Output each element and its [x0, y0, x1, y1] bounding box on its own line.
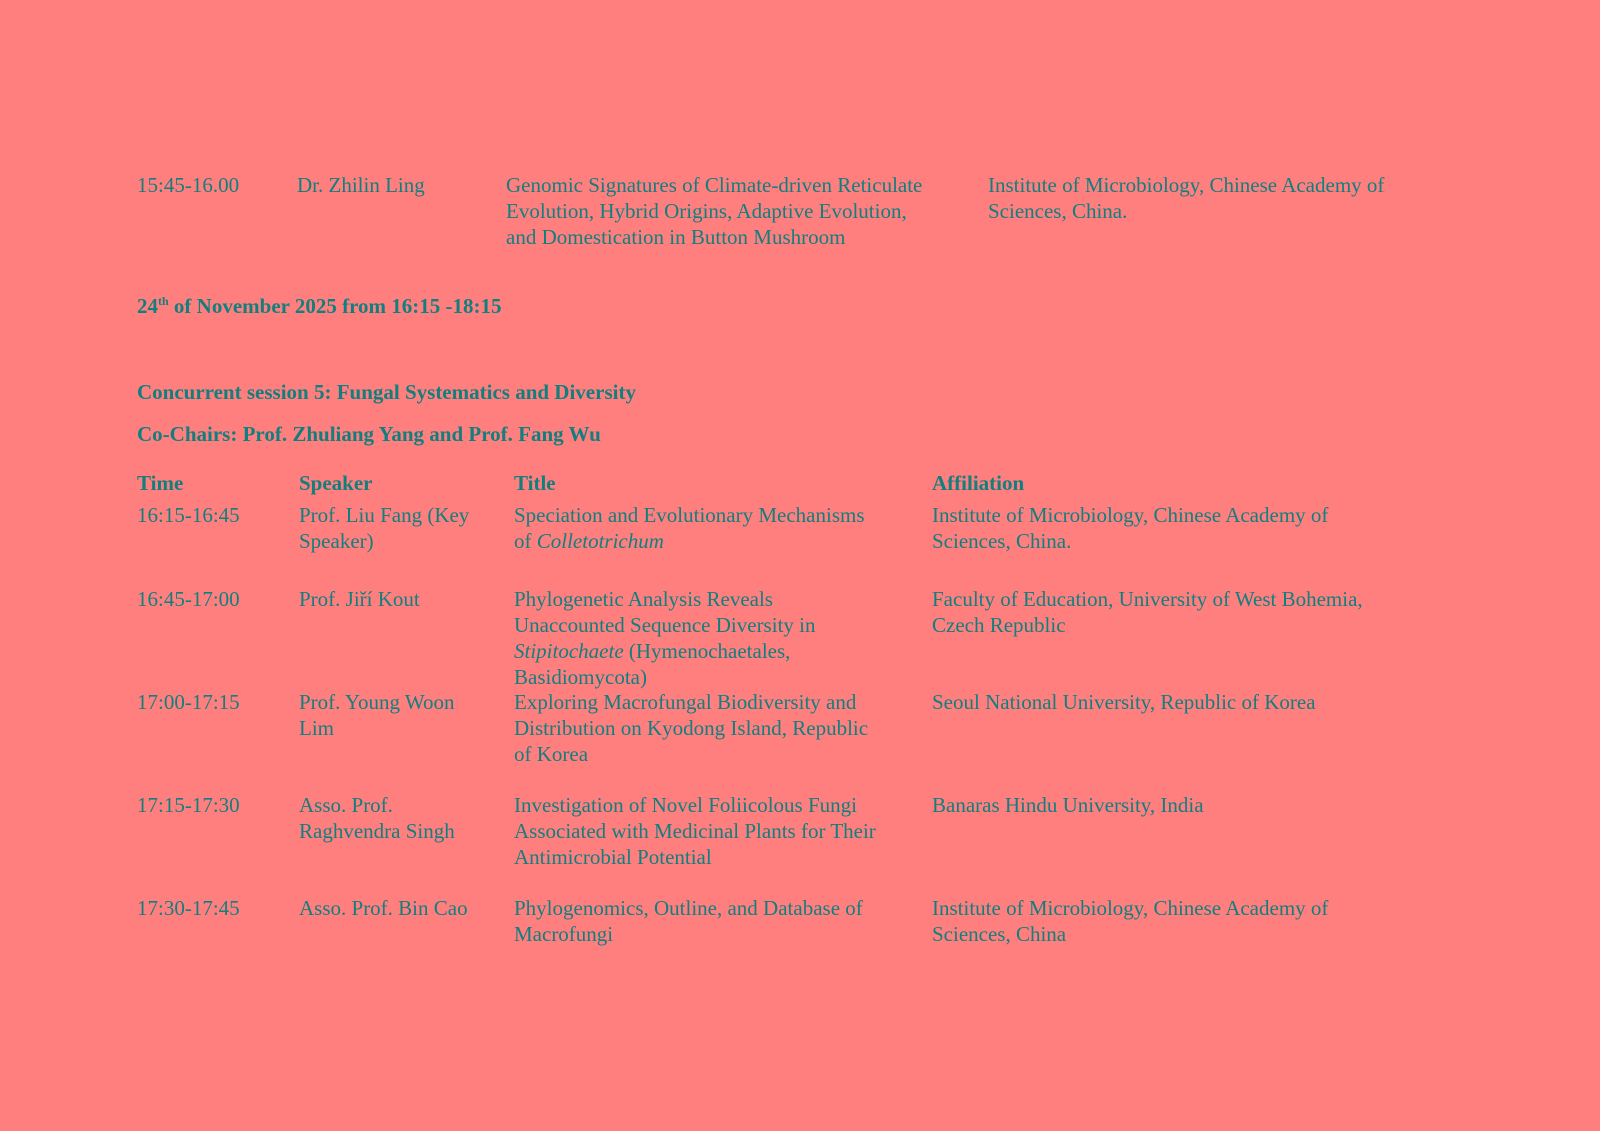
row-time: 16:15-16:45 [137, 503, 240, 527]
row-title [514, 586, 919, 690]
row-speaker-line: Speaker) [299, 529, 374, 553]
date-day: 24 [137, 294, 158, 318]
row-title-line: Associated with Medicinal Plants for Their [514, 819, 876, 843]
row-affiliation-line: Institute of Microbiology, Chinese Academy of [932, 896, 1329, 920]
row-affiliation [932, 689, 1452, 715]
row-title-line: Exploring Macrofungal Biodiversity and [514, 690, 857, 714]
co-chairs: Co-Chairs: Prof. Zhuliang Yang and Prof. Fang Wu [137, 422, 601, 446]
row-affiliation-line: Institute of Microbiology, Chinese Academy of [932, 503, 1329, 527]
row-speaker-line: Prof. Liu Fang (Key [299, 503, 470, 527]
row-title-line: Speciation and Evolutionary Mechanisms [514, 503, 865, 527]
row-affiliation [932, 895, 1452, 947]
row-title-text: of [514, 529, 537, 553]
top-row-title-line: and Domestication in Button Mushroom [506, 225, 846, 249]
row-title [514, 502, 919, 554]
row-time: 17:30-17:45 [137, 896, 240, 920]
date-rest: of November 2025 from 16:15 -18:15 [168, 294, 502, 318]
row-time: 17:00-17:15 [137, 690, 240, 714]
row-title-italic: Colletotrichum [536, 529, 664, 553]
row-speaker [299, 895, 504, 921]
header-time: Time [137, 471, 184, 495]
row-affiliation-line: Faculty of Education, University of West Bohemia, [932, 587, 1363, 611]
row-title-line: Phylogenetic Analysis Reveals [514, 587, 773, 611]
row-speaker [299, 689, 504, 741]
row-speaker [299, 586, 504, 612]
row-affiliation-line: Sciences, China [932, 922, 1067, 946]
session-title: Concurrent session 5: Fungal Systematics and Diversity [137, 380, 636, 404]
top-row-title [506, 172, 976, 250]
row-speaker-line: Asso. Prof. [299, 793, 393, 817]
row-time: 17:15-17:30 [137, 793, 240, 817]
row-title-line: Antimicrobial Potential [514, 845, 712, 869]
row-speaker [299, 502, 504, 554]
row-speaker-line: Lim [299, 716, 334, 740]
row-title-line: Distribution on Kyodong Island, Republic [514, 716, 869, 740]
row-title [514, 792, 924, 870]
row-title-italic: Stipitochaete [514, 639, 624, 663]
row-title-line: Unaccounted Sequence Diversity in [514, 613, 816, 637]
row-affiliation-line: Seoul National University, Republic of Korea [932, 690, 1316, 714]
top-row-affiliation [988, 172, 1458, 224]
top-row-title-line: Evolution, Hybrid Origins, Adaptive Evolution, [506, 199, 907, 223]
top-row-affiliation-line: Institute of Microbiology, Chinese Academy of [988, 173, 1385, 197]
row-title-line: Basidiomycota) [514, 665, 647, 689]
row-affiliation-line: Sciences, China. [932, 529, 1072, 553]
row-affiliation [932, 502, 1452, 554]
row-title-line: of Korea [514, 742, 589, 766]
row-affiliation [932, 586, 1452, 638]
row-speaker-line: Raghvendra Singh [299, 819, 455, 843]
row-affiliation [932, 792, 1452, 818]
date-heading [137, 293, 502, 319]
top-row-time: 15:45-16.00 [137, 173, 240, 197]
row-title-line: Macrofungi [514, 922, 614, 946]
row-title-line: Investigation of Novel Foliicolous Fungi [514, 793, 857, 817]
row-speaker [299, 792, 504, 844]
header-affiliation: Affiliation [932, 471, 1025, 495]
date-suffix: th [158, 294, 169, 308]
row-speaker-line: Prof. Jiří Kout [299, 587, 420, 611]
row-title-text: (Hymenochaetales, [623, 639, 791, 663]
top-row-affiliation-line: Sciences, China. [988, 199, 1128, 223]
row-title-line [514, 638, 919, 664]
header-speaker: Speaker [299, 471, 373, 495]
top-row-speaker: Dr. Zhilin Ling [297, 173, 425, 197]
row-affiliation-line: Banaras Hindu University, India [932, 793, 1204, 817]
row-title [514, 689, 919, 767]
row-speaker-line: Prof. Young Woon [299, 690, 455, 714]
row-speaker-line: Asso. Prof. Bin Cao [299, 896, 468, 920]
row-title-line [514, 528, 919, 554]
top-row-title-line: Genomic Signatures of Climate-driven Reticulate [506, 173, 923, 197]
row-time: 16:45-17:00 [137, 587, 240, 611]
row-title [514, 895, 919, 947]
header-title: Title [514, 471, 556, 495]
row-affiliation-line: Czech Republic [932, 613, 1066, 637]
row-title-line: Phylogenomics, Outline, and Database of [514, 896, 863, 920]
